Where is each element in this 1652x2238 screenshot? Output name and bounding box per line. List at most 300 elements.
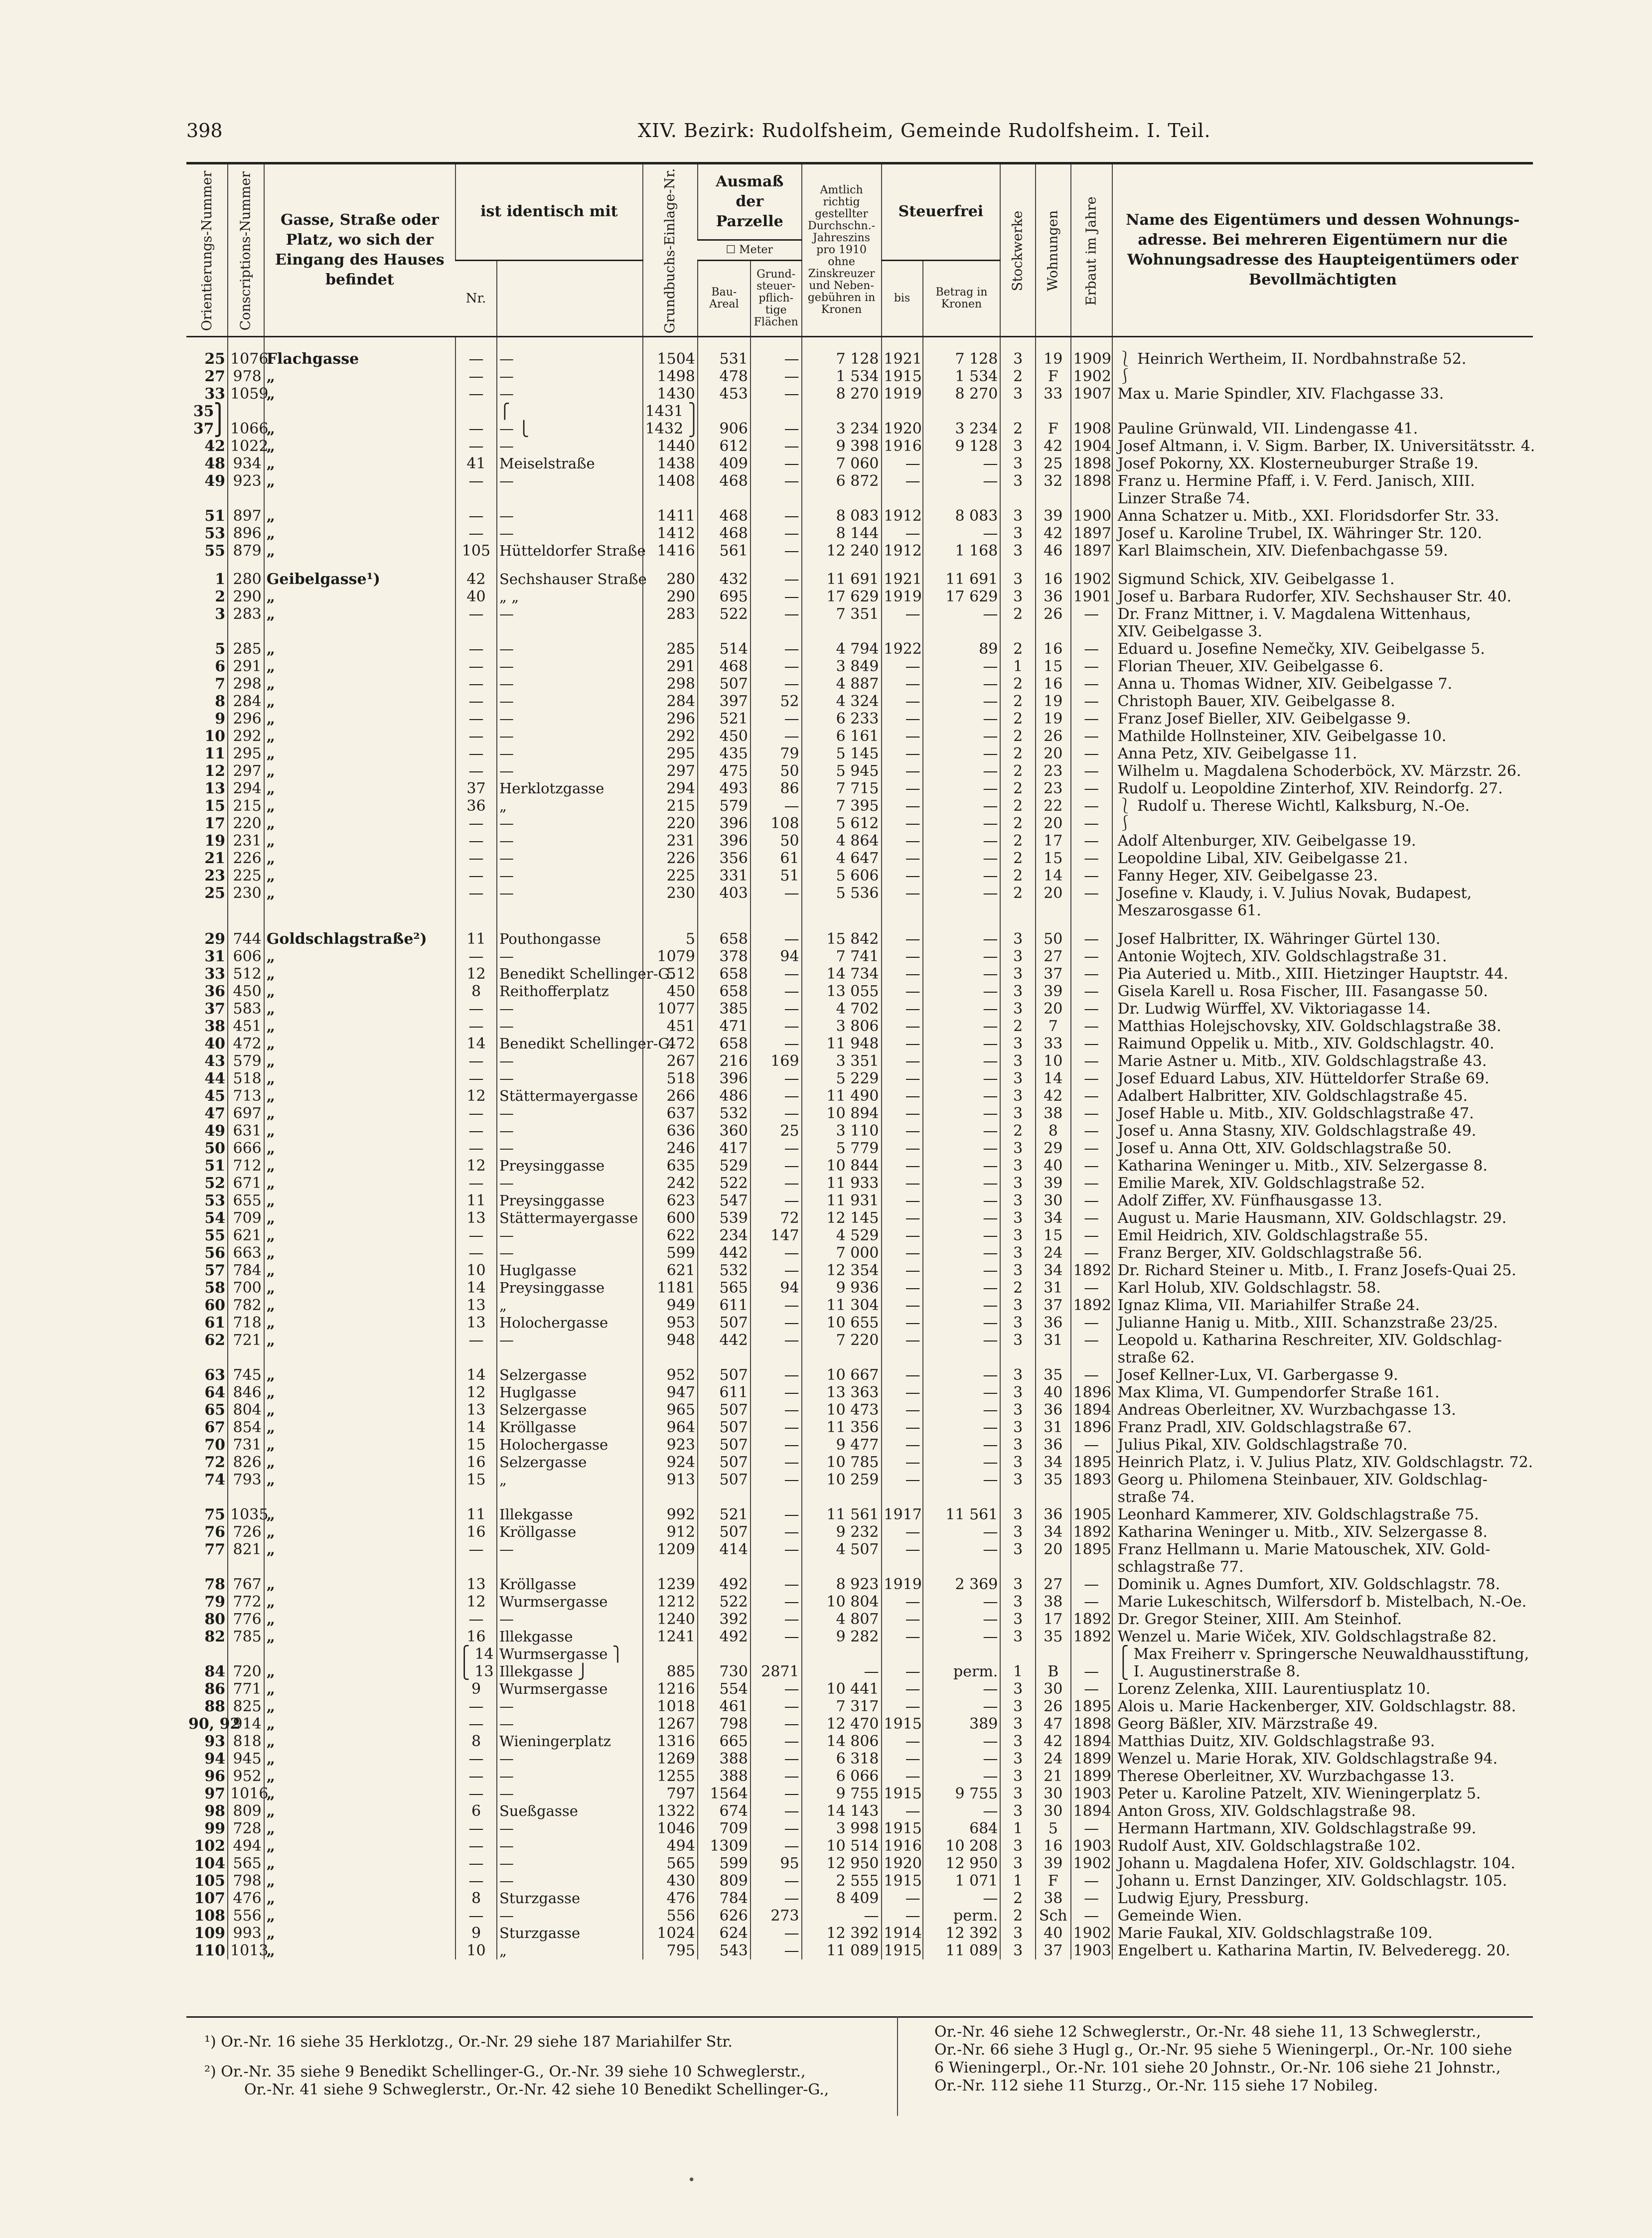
identical-number: — bbox=[455, 336, 497, 368]
street-name: „ bbox=[264, 1506, 455, 1523]
table-row bbox=[186, 1140, 1533, 1157]
identical-street: — bbox=[497, 336, 643, 368]
grundbuch-number: 565 bbox=[643, 1855, 698, 1872]
owner-address: Josef Eduard Labus, XIV. Hütteldorfer Straße 69. bbox=[1112, 1070, 1533, 1087]
orientation-number: 94 bbox=[204, 1750, 226, 1768]
register-rows bbox=[186, 336, 1533, 1959]
steuerfrei-bis: 1915 bbox=[882, 368, 923, 385]
grundsteuer-flaeche: 25 bbox=[751, 1122, 802, 1140]
stockwerke: 1 bbox=[1000, 658, 1036, 675]
grundbuch-number: 283 bbox=[643, 605, 698, 623]
identical-street: — bbox=[497, 710, 643, 728]
identical-number: 13 bbox=[455, 1297, 497, 1314]
grundsteuer-flaeche: — bbox=[751, 385, 802, 403]
wohnungen bbox=[1036, 902, 1071, 919]
table-row bbox=[186, 490, 1533, 507]
street-name: „ bbox=[264, 728, 455, 745]
conscription-number: 978 bbox=[228, 368, 264, 385]
conscription-number: 720 bbox=[228, 1663, 264, 1680]
conscription-number: 296 bbox=[228, 710, 264, 728]
bau-areal bbox=[698, 1558, 751, 1576]
table-row bbox=[186, 745, 1533, 762]
stockwerke: 3 bbox=[1000, 1925, 1036, 1942]
grundsteuer-flaeche: — bbox=[751, 658, 802, 675]
erbaut-jahr: 1896 bbox=[1071, 1419, 1112, 1436]
stockwerke: 3 bbox=[1000, 1140, 1036, 1157]
grundsteuer-flaeche: — bbox=[751, 1820, 802, 1837]
conscription-number: 518 bbox=[228, 1070, 264, 1087]
grundsteuer-flaeche: — bbox=[751, 1157, 802, 1175]
owner-address: Leonhard Kammerer, XIV. Goldschlagstraße 75. bbox=[1112, 1506, 1533, 1523]
orientation-number: 110 bbox=[194, 1941, 226, 1959]
jahreszins: — bbox=[802, 1907, 882, 1925]
grundsteuer-flaeche: — bbox=[751, 368, 802, 385]
steuerfrei-bis bbox=[882, 1558, 923, 1576]
bau-areal: 521 bbox=[698, 1506, 751, 1523]
bau-areal: 450 bbox=[698, 728, 751, 745]
identical-street: — bbox=[497, 762, 643, 780]
owner-address: Therese Oberleitner, XV. Wurzbachgasse 13. bbox=[1112, 1768, 1533, 1785]
table-row bbox=[186, 1436, 1533, 1454]
steuerfrei-bis: — bbox=[882, 1332, 923, 1349]
grundbuch-number: 290 bbox=[643, 588, 698, 605]
bau-areal: 514 bbox=[698, 640, 751, 658]
steuerfrei-bis bbox=[882, 403, 923, 420]
steuerfrei-betrag: 7 128 bbox=[923, 336, 1001, 368]
steuerfrei-bis: — bbox=[882, 850, 923, 867]
grundsteuer-flaeche: 50 bbox=[751, 832, 802, 850]
steuerfrei-bis: — bbox=[882, 1035, 923, 1052]
jahreszins bbox=[802, 623, 882, 640]
orientation-number: 84 bbox=[204, 1662, 226, 1680]
steuerfrei-betrag bbox=[923, 623, 1001, 640]
steuerfrei-bis: — bbox=[882, 1297, 923, 1314]
steuerfrei-betrag: perm. bbox=[923, 1663, 1001, 1680]
steuerfrei-betrag: — bbox=[923, 1157, 1001, 1175]
erbaut-jahr: — bbox=[1071, 710, 1112, 728]
grundsteuer-flaeche: — bbox=[751, 1837, 802, 1855]
steuerfrei-bis: — bbox=[882, 745, 923, 762]
grundsteuer-flaeche: — bbox=[751, 1506, 802, 1523]
identical-street: Selzergasse bbox=[497, 1454, 643, 1471]
orientation-number: 19 bbox=[204, 832, 226, 850]
table-row bbox=[186, 1471, 1533, 1489]
street-name: „ bbox=[264, 1942, 455, 1959]
identical-street: Kröllgasse bbox=[497, 1576, 643, 1593]
bau-areal: 658 bbox=[698, 930, 751, 948]
bau-areal: 396 bbox=[698, 815, 751, 832]
identical-number: — bbox=[455, 1837, 497, 1855]
street-name: „ bbox=[264, 885, 455, 902]
table-row bbox=[186, 1018, 1533, 1035]
jahreszins: 6 233 bbox=[802, 710, 882, 728]
erbaut-jahr: 1902 bbox=[1071, 368, 1112, 385]
property-register-table bbox=[186, 164, 1533, 1959]
steuerfrei-bis: — bbox=[882, 1157, 923, 1175]
conscription-number bbox=[228, 1645, 264, 1663]
street-name bbox=[264, 403, 455, 420]
erbaut-jahr: — bbox=[1071, 1105, 1112, 1122]
grundbuch-number: 1267 bbox=[643, 1715, 698, 1733]
table-row bbox=[186, 1872, 1533, 1890]
orientation-number: 102 bbox=[194, 1837, 226, 1855]
owner-address: Wenzel u. Marie Horak, XIV. Goldschlagstraße 94. bbox=[1112, 1750, 1533, 1768]
erbaut-jahr: 1892 bbox=[1071, 1523, 1112, 1541]
jahreszins: 6 872 bbox=[802, 472, 882, 490]
jahreszins: 6 066 bbox=[802, 1768, 882, 1785]
jahreszins: 10 473 bbox=[802, 1401, 882, 1419]
table-row bbox=[186, 1314, 1533, 1332]
grundsteuer-flaeche: — bbox=[751, 675, 802, 693]
table-row bbox=[186, 1209, 1533, 1227]
grundsteuer-flaeche: — bbox=[751, 1593, 802, 1611]
section-gap bbox=[186, 919, 1533, 930]
identical-number: 13 bbox=[455, 1314, 497, 1332]
identical-number: 14 bbox=[455, 1279, 497, 1297]
identical-street: — bbox=[497, 1332, 643, 1349]
erbaut-jahr: 1895 bbox=[1071, 1541, 1112, 1558]
street-name: „ bbox=[264, 1384, 455, 1401]
identical-number: — bbox=[455, 368, 497, 385]
bau-areal: 331 bbox=[698, 867, 751, 885]
orientation-number: 43 bbox=[204, 1052, 226, 1070]
conscription-number: 290 bbox=[228, 588, 264, 605]
erbaut-jahr: 1896 bbox=[1071, 1384, 1112, 1401]
conscription-number: 952 bbox=[228, 1768, 264, 1785]
owner-address: Franz u. Hermine Pfaff, i. V. Ferd. Janisch, XIII. bbox=[1112, 472, 1533, 490]
bau-areal: 521 bbox=[698, 710, 751, 728]
jahreszins: 7 395 bbox=[802, 797, 882, 815]
jahreszins: 5 945 bbox=[802, 762, 882, 780]
steuerfrei-bis: — bbox=[882, 1733, 923, 1750]
identical-number: — bbox=[455, 1872, 497, 1890]
grundbuch-number: 913 bbox=[643, 1471, 698, 1489]
identical-number: — bbox=[455, 605, 497, 623]
wohnungen: 24 bbox=[1036, 1750, 1071, 1768]
orientation-number bbox=[186, 1645, 228, 1663]
erbaut-jahr: 1892 bbox=[1071, 1297, 1112, 1314]
identical-number: 16 bbox=[455, 1628, 497, 1645]
stockwerke: 3 bbox=[1000, 336, 1036, 368]
bau-areal: 442 bbox=[698, 1244, 751, 1262]
identical-number: — bbox=[455, 525, 497, 542]
stockwerke: 2 bbox=[1000, 420, 1036, 438]
steuerfrei-betrag: — bbox=[923, 1035, 1001, 1052]
steuerfrei-betrag: 11 089 bbox=[923, 1942, 1001, 1959]
identical-number: 40 bbox=[455, 588, 497, 605]
erbaut-jahr: — bbox=[1071, 1052, 1112, 1070]
bau-areal: 554 bbox=[698, 1680, 751, 1698]
erbaut-jahr: 1897 bbox=[1071, 542, 1112, 560]
steuerfrei-bis: 1917 bbox=[882, 1506, 923, 1523]
orientation-number: 80 bbox=[204, 1610, 226, 1628]
steuerfrei-betrag: — bbox=[923, 1332, 1001, 1349]
wohnungen: 38 bbox=[1036, 1593, 1071, 1611]
identical-street: — bbox=[497, 658, 643, 675]
table-row bbox=[186, 385, 1533, 403]
identical-street: Meiselstraße bbox=[497, 455, 643, 472]
orientation-number: 76 bbox=[204, 1523, 226, 1541]
bau-areal: 478 bbox=[698, 368, 751, 385]
stockwerke: 3 bbox=[1000, 1454, 1036, 1471]
steuerfrei-bis: — bbox=[882, 867, 923, 885]
steuerfrei-betrag: — bbox=[923, 1140, 1001, 1157]
wohnungen bbox=[1036, 1558, 1071, 1576]
orientation-number bbox=[186, 623, 228, 640]
table-row bbox=[186, 1279, 1533, 1297]
table-row bbox=[186, 658, 1533, 675]
erbaut-jahr: — bbox=[1071, 1279, 1112, 1297]
wohnungen: 27 bbox=[1036, 948, 1071, 965]
orientation-number: 17 bbox=[204, 814, 226, 832]
erbaut-jahr: — bbox=[1071, 1436, 1112, 1454]
col-ausmass: Ausmaß der Parzelle bbox=[698, 164, 802, 240]
grundbuch-number: 621 bbox=[643, 1262, 698, 1279]
erbaut-jahr: 1900 bbox=[1071, 507, 1112, 525]
street-name: „ bbox=[264, 815, 455, 832]
steuerfrei-betrag: — bbox=[923, 1105, 1001, 1122]
steuerfrei-betrag: 10 208 bbox=[923, 1837, 1001, 1855]
owner-address: Rudolf Aust, XIV. Goldschlagstraße 102. bbox=[1112, 1837, 1533, 1855]
bau-areal: 529 bbox=[698, 1157, 751, 1175]
jahreszins: 10 804 bbox=[802, 1593, 882, 1611]
steuerfrei-bis: — bbox=[882, 658, 923, 675]
wohnungen: 30 bbox=[1036, 1192, 1071, 1209]
stockwerke bbox=[1000, 490, 1036, 507]
col-identical: ist identisch mit bbox=[455, 164, 643, 260]
steuerfrei-bis: 1916 bbox=[882, 1837, 923, 1855]
conscription-number: 993 bbox=[228, 1925, 264, 1942]
street-name: „ bbox=[264, 1175, 455, 1192]
conscription-number: 1059 bbox=[228, 385, 264, 403]
street-name: „ bbox=[264, 1332, 455, 1349]
table-row bbox=[186, 1052, 1533, 1070]
table-row bbox=[186, 1663, 1533, 1680]
steuerfrei-betrag: — bbox=[923, 1733, 1001, 1750]
jahreszins: 13 363 bbox=[802, 1384, 882, 1401]
table-row bbox=[186, 438, 1533, 455]
stockwerke: 3 bbox=[1000, 983, 1036, 1000]
identical-number: ⎧ 14 bbox=[455, 1645, 497, 1663]
wohnungen bbox=[1036, 490, 1071, 507]
street-name: „ bbox=[264, 605, 455, 623]
wohnungen: 7 bbox=[1036, 1018, 1071, 1035]
steuerfrei-betrag: — bbox=[923, 1680, 1001, 1698]
identical-number: — bbox=[455, 1000, 497, 1018]
identical-number: 14 bbox=[455, 1366, 497, 1384]
bau-areal: 507 bbox=[698, 1454, 751, 1471]
identical-street: Illekgasse bbox=[497, 1506, 643, 1523]
identical-street: — bbox=[497, 1105, 643, 1122]
stockwerke: 2 bbox=[1000, 1122, 1036, 1140]
steuerfrei-betrag: — bbox=[923, 1366, 1001, 1384]
identical-street: — bbox=[497, 1837, 643, 1855]
identical-number: — bbox=[455, 1855, 497, 1872]
identical-street: „ bbox=[497, 797, 643, 815]
grundbuch-number: 1240 bbox=[643, 1611, 698, 1628]
wohnungen: 37 bbox=[1036, 1297, 1071, 1314]
table-row bbox=[186, 525, 1533, 542]
owner-address: Georg Bäßler, XIV. Märzstraße 49. bbox=[1112, 1715, 1533, 1733]
grundsteuer-flaeche: 52 bbox=[751, 693, 802, 710]
owner-address: Josef Kellner-Lux, VI. Garbergasse 9. bbox=[1112, 1366, 1533, 1384]
identical-number: — bbox=[455, 1140, 497, 1157]
conscription-number bbox=[228, 1558, 264, 1576]
identical-number: — bbox=[455, 1907, 497, 1925]
owner-address: ⎱ Heinrich Wertheim, II. Nordbahnstraße 52. bbox=[1112, 336, 1533, 368]
grundsteuer-flaeche: — bbox=[751, 1018, 802, 1035]
steuerfrei-bis: — bbox=[882, 472, 923, 490]
grundbuch-number: 622 bbox=[643, 1227, 698, 1244]
grundbuch-number: 1411 bbox=[643, 507, 698, 525]
identical-number bbox=[455, 403, 497, 420]
table-row bbox=[186, 1942, 1533, 1959]
jahreszins: 7 351 bbox=[802, 605, 882, 623]
jahreszins: 6 318 bbox=[802, 1750, 882, 1768]
orientation-number: 29 bbox=[204, 930, 226, 948]
street-name: „ bbox=[264, 1663, 455, 1680]
steuerfrei-betrag: — bbox=[923, 455, 1001, 472]
steuerfrei-betrag: — bbox=[923, 965, 1001, 983]
table-row bbox=[186, 1506, 1533, 1523]
conscription-number: 494 bbox=[228, 1837, 264, 1855]
identical-number: — bbox=[455, 745, 497, 762]
identical-street: — bbox=[497, 525, 643, 542]
grundbuch-number: 1431 ⎫ bbox=[643, 403, 698, 420]
erbaut-jahr: — bbox=[1071, 1227, 1112, 1244]
conscription-number: 621 bbox=[228, 1227, 264, 1244]
stockwerke: 1 bbox=[1000, 1872, 1036, 1890]
jahreszins: 7 060 bbox=[802, 455, 882, 472]
owner-address: Leopoldine Libal, XIV. Geibelgasse 21. bbox=[1112, 850, 1533, 867]
owner-address: Anna u. Thomas Widner, XIV. Geibelgasse 7. bbox=[1112, 675, 1533, 693]
street-name: „ bbox=[264, 1314, 455, 1332]
identical-number: 15 bbox=[455, 1471, 497, 1489]
steuerfrei-bis: 1915 bbox=[882, 1872, 923, 1890]
orientation-number: 31 bbox=[204, 947, 226, 965]
conscription-number: 476 bbox=[228, 1890, 264, 1907]
identical-number: — bbox=[455, 710, 497, 728]
grundbuch-number: 923 bbox=[643, 1436, 698, 1454]
identical-number: — bbox=[455, 1768, 497, 1785]
owner-address: Raimund Oppelik u. Mitb., XIV. Goldschlagstr. 40. bbox=[1112, 1035, 1533, 1052]
stockwerke: 2 bbox=[1000, 762, 1036, 780]
bau-areal: 522 bbox=[698, 1593, 751, 1611]
jahreszins: 10 259 bbox=[802, 1471, 882, 1489]
identical-street: Preysinggasse bbox=[497, 1192, 643, 1209]
table-row bbox=[186, 1558, 1533, 1576]
steuerfrei-bis: — bbox=[882, 710, 923, 728]
wohnungen: 31 bbox=[1036, 1332, 1071, 1349]
identical-number: — bbox=[455, 693, 497, 710]
grundbuch-number bbox=[643, 902, 698, 919]
stockwerke: 3 bbox=[1000, 1209, 1036, 1227]
steuerfrei-betrag bbox=[923, 1558, 1001, 1576]
steuerfrei-betrag: — bbox=[923, 1541, 1001, 1558]
stockwerke: 2 bbox=[1000, 885, 1036, 902]
stockwerke: 3 bbox=[1000, 1628, 1036, 1645]
wohnungen: 30 bbox=[1036, 1785, 1071, 1802]
conscription-number: 784 bbox=[228, 1262, 264, 1279]
wohnungen: 31 bbox=[1036, 1419, 1071, 1436]
owner-address: Josef u. Anna Stasny, XIV. Goldschlagstraße 49. bbox=[1112, 1122, 1533, 1140]
steuerfrei-betrag: — bbox=[923, 728, 1001, 745]
identical-number: — bbox=[455, 867, 497, 885]
wohnungen: 39 bbox=[1036, 507, 1071, 525]
steuerfrei-betrag: 8 270 bbox=[923, 385, 1001, 403]
owner-address: Julius Pikal, XIV. Goldschlagstraße 70. bbox=[1112, 1436, 1533, 1454]
owner-address: Adalbert Halbritter, XIV. Goldschlagstraße 45. bbox=[1112, 1087, 1533, 1105]
jahreszins: 12 950 bbox=[802, 1855, 882, 1872]
identical-number: 12 bbox=[455, 1593, 497, 1611]
conscription-number: 721 bbox=[228, 1332, 264, 1349]
steuerfrei-bis: — bbox=[882, 1018, 923, 1035]
street-name: „ bbox=[264, 832, 455, 850]
street-name bbox=[264, 1645, 455, 1663]
identical-street: — bbox=[497, 1052, 643, 1070]
owner-address: ⎰ bbox=[1112, 815, 1533, 832]
wohnungen: F bbox=[1036, 1872, 1071, 1890]
street-name: „ bbox=[264, 1680, 455, 1698]
orientation-number: 38 bbox=[204, 1017, 226, 1035]
conscription-number: 294 bbox=[228, 780, 264, 797]
steuerfrei-betrag: — bbox=[923, 1890, 1001, 1907]
conscription-number: 225 bbox=[228, 867, 264, 885]
steuerfrei-bis: — bbox=[882, 728, 923, 745]
col-owner: Name des Eigentümers und dessen Wohnungs-adresse. Bei mehreren Eigentümern nur die Wohnungsadresse des Haupteigentümers oder Bevollmächtigten bbox=[1112, 164, 1533, 336]
stockwerke: 3 bbox=[1000, 1837, 1036, 1855]
identical-street: Sturzgasse bbox=[497, 1890, 643, 1907]
conscription-number: 231 bbox=[228, 832, 264, 850]
grundsteuer-flaeche: — bbox=[751, 525, 802, 542]
footnote-1: ¹) Or.-Nr. 16 siehe 35 Herklotzg., Or.-Nr. 29 siehe 187 Mariahilfer Str. bbox=[204, 2033, 733, 2051]
jahreszins: 8 270 bbox=[802, 385, 882, 403]
wohnungen: 40 bbox=[1036, 1384, 1071, 1401]
identical-street: — bbox=[497, 640, 643, 658]
jahreszins bbox=[802, 1349, 882, 1366]
wohnungen: 38 bbox=[1036, 1890, 1071, 1907]
street-name: „ bbox=[264, 455, 455, 472]
col-orientation-number: Orientierungs-Nummer bbox=[186, 164, 228, 336]
owner-address: ⎰ bbox=[1112, 368, 1533, 385]
bau-areal: 471 bbox=[698, 1018, 751, 1035]
erbaut-jahr: — bbox=[1071, 815, 1112, 832]
street-name: „ bbox=[264, 1925, 455, 1942]
bau-areal: 612 bbox=[698, 438, 751, 455]
wohnungen: 16 bbox=[1036, 640, 1071, 658]
jahreszins: 7 317 bbox=[802, 1698, 882, 1715]
grundbuch-number: 797 bbox=[643, 1785, 698, 1802]
owner-address: Florian Theuer, XIV. Geibelgasse 6. bbox=[1112, 658, 1533, 675]
wohnungen: 20 bbox=[1036, 1541, 1071, 1558]
jahreszins: 3 998 bbox=[802, 1820, 882, 1837]
identical-number: — bbox=[455, 640, 497, 658]
street-name: „ bbox=[264, 745, 455, 762]
bau-areal: 378 bbox=[698, 948, 751, 965]
owner-address: August u. Marie Hausmann, XIV. Goldschlagstr. 29. bbox=[1112, 1209, 1533, 1227]
steuerfrei-betrag: — bbox=[923, 1000, 1001, 1018]
conscription-number: 663 bbox=[228, 1244, 264, 1262]
street-name: „ bbox=[264, 1244, 455, 1262]
erbaut-jahr: — bbox=[1071, 1907, 1112, 1925]
orientation-number: 25 bbox=[204, 350, 226, 368]
grundbuch-number: 295 bbox=[643, 745, 698, 762]
steuerfrei-betrag: — bbox=[923, 930, 1001, 948]
bau-areal: 468 bbox=[698, 658, 751, 675]
conscription-number: 726 bbox=[228, 1523, 264, 1541]
owner-address: Marie Faukal, XIV. Goldschlagstraße 109. bbox=[1112, 1925, 1533, 1942]
bau-areal bbox=[698, 490, 751, 507]
